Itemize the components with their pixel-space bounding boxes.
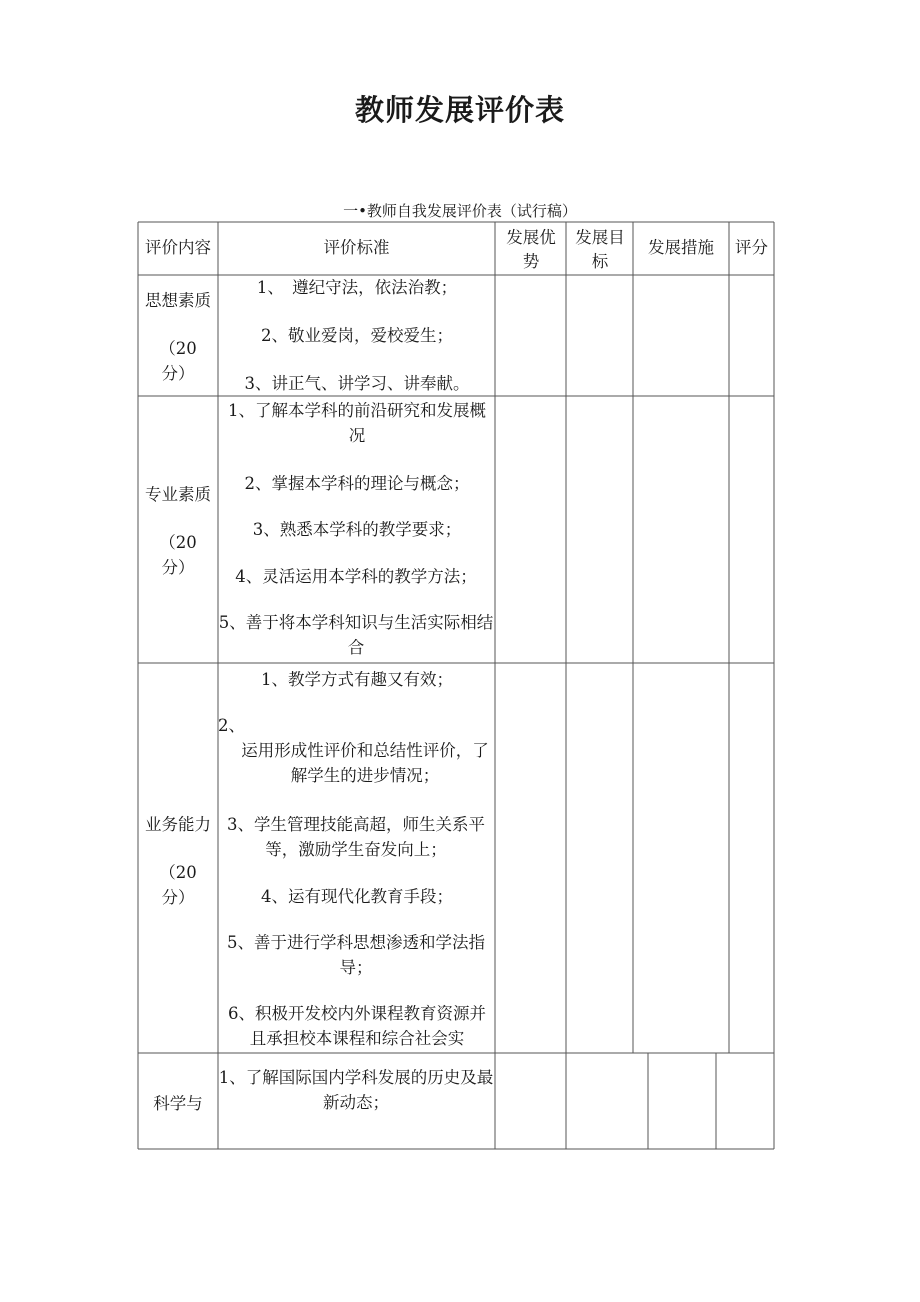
header-content: 评价内容 <box>145 238 211 257</box>
standard-item: 5、善于进行学科思想渗透和学法指导； <box>227 933 485 977</box>
section-points: （20分） <box>159 339 197 383</box>
standard-item: 2、敬业爱岗，爱校爱生； <box>261 326 453 345</box>
section-name: 专业素质 <box>145 485 211 504</box>
header-standard: 评价标准 <box>323 238 390 257</box>
standard-item: 3、讲正气、讲学习、讲奉献。 <box>244 374 470 393</box>
header-goal: 发展目标 <box>575 228 625 271</box>
standard-item: 3、熟悉本学科的教学要求； <box>252 520 462 539</box>
standard-item: 5、善于将本学科知识与生活实际相结合 <box>218 613 494 657</box>
standard-item: 1、了解国际国内学科发展的历史及最新动态； <box>218 1068 494 1112</box>
document-title: 教师发展评价表 <box>354 93 565 127</box>
header-advantage: 发展优势 <box>506 228 556 271</box>
standard-item: 2、掌握本学科的理论与概念； <box>244 474 470 493</box>
standard-item: 1、了解本学科的前沿研究和发展概况 <box>228 401 486 445</box>
table-caption: 一•教师自我发展评价表（试行稿） <box>343 202 577 220</box>
section-points: （20分） <box>159 533 197 577</box>
standard-item: 4、灵活运用本学科的教学方法； <box>235 567 477 586</box>
section-name: 业务能力 <box>145 815 211 834</box>
section-name: 科学与 <box>153 1094 203 1113</box>
header-measures: 发展措施 <box>648 238 714 257</box>
standard-item: 6、积极开发校内外课程教育资源并且承担校本课程和综合社会实 <box>228 1004 486 1048</box>
standard-item: 1、 遵纪守法，依法治教； <box>256 278 458 297</box>
header-score: 评分 <box>735 238 768 257</box>
standard-item: 2、 <box>218 716 245 735</box>
standard-item: 运用形成性评价和总结性评价，了解学生的进步情况； <box>241 741 489 785</box>
standard-item: 1、教学方式有趣又有效； <box>261 670 453 689</box>
section-name: 思想素质 <box>145 291 211 310</box>
standard-item: 3、学生管理技能高超，师生关系平等，激励学生奋发向上； <box>227 815 485 859</box>
section-points: （20分） <box>159 863 197 907</box>
standard-item: 4、运有现代化教育手段； <box>261 887 453 906</box>
